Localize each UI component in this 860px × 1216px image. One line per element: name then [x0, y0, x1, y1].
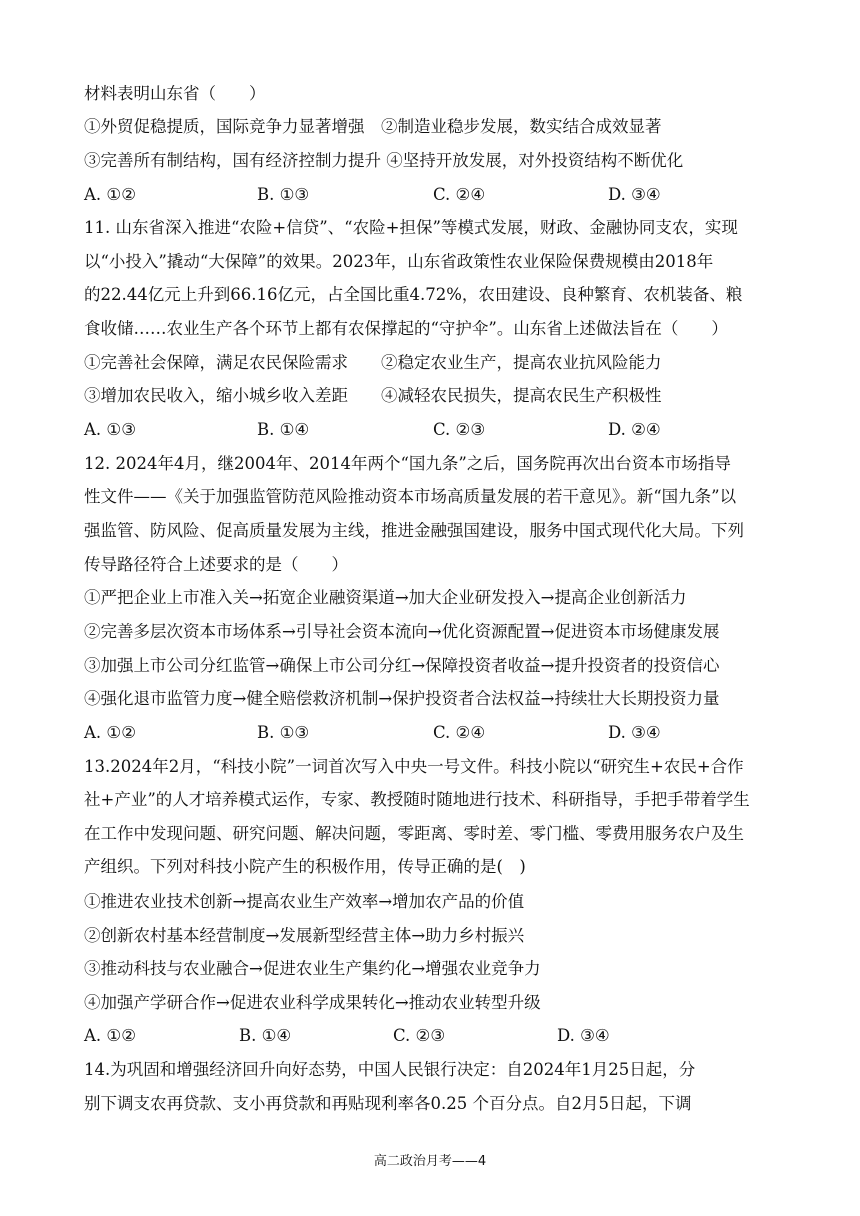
q12-statement-1: ①严把企业上市准入关→拓宽企业融资渠道→加大企业研发投入→提高企业创新活力 [84, 588, 687, 607]
q13-statement-2: ②创新农村基本经营制度→发展新型经营主体→助力乡村振兴 [84, 926, 525, 945]
q10-option-c: C. ②④ [433, 185, 486, 204]
q12-stem-line: 强监管、防风险、促高质量发展为主线，推进金融强国建设，服务中国式现代化大局。下列 [84, 521, 744, 540]
q12-stem-line: 传导路径符合上述要求的是（ ） [84, 555, 348, 574]
q11-option-d: D. ②④ [608, 420, 661, 439]
q12-option-c: C. ②④ [433, 723, 486, 742]
q10-options [84, 185, 784, 205]
q13-statement-4: ④加强产学研合作→促进农业科学成果转化→推动农业转型升级 [84, 993, 541, 1012]
q13-options [84, 1026, 784, 1046]
q10-option-b: B. ①③ [257, 185, 310, 204]
q11-stem-line: 的22.44亿元上升到66.16亿元，占全国比重4.72%，农田建设、良种繁育、农机装备、粮 [84, 285, 743, 304]
page-footer: 高二政治月考——4 [373, 1154, 487, 1169]
q12-statement-4: ④强化退市监管力度→健全赔偿救济机制→保护投资者合法权益→持续壮大长期投资力量 [84, 689, 720, 708]
q11-statement-1-2: ①完善社会保障，满足农民保险需求 ②稳定农业生产，提高农业抗风险能力 [84, 353, 662, 372]
q13-stem-line: 在工作中发现问题、研究问题、解决问题，零距离、零时差、零门槛、零费用服务农户及生 [84, 824, 744, 843]
q12-options [84, 723, 784, 743]
q12-stem-line: 性文件——《关于加强监管防范风险推动资本市场高质量发展的若干意见》。新“国九条”以 [84, 487, 737, 506]
q13-statement-1: ①推进农业技术创新→提高农业生产效率→增加农产品的价值 [84, 892, 525, 911]
q12-option-d: D. ③④ [608, 723, 661, 742]
q11-option-a: A. ①③ [84, 420, 136, 439]
q11-statement-3-4: ③增加农民收入，缩小城乡收入差距 ④减轻农民损失，提高农民生产积极性 [84, 386, 662, 405]
q11-stem-line: 以“小投入”撬动“大保障”的效果。2023年，山东省政策性农业保险保费规模由2018年 [84, 252, 714, 271]
q10-option-d: D. ③④ [608, 185, 661, 204]
q13-option-d: D. ③④ [557, 1026, 610, 1045]
q13-option-a: A. ①② [84, 1026, 136, 1045]
q11-option-c: C. ②③ [433, 420, 486, 439]
q11-option-b: B. ①④ [257, 420, 310, 439]
q13-option-c: C. ②③ [393, 1026, 446, 1045]
q13-stem-line: 13.2024年2月，“科技小院”一词首次写入中央一号文件。科技小院以“研究生+农民+合作 [84, 757, 744, 776]
q11-options [84, 420, 784, 440]
q12-statement-3: ③加强上市公司分红监管→确保上市公司分红→保障投资者收益→提升投资者的投资信心 [84, 656, 720, 675]
q10-option-a: A. ①② [84, 185, 136, 204]
q10-statement-3-4: ③完善所有制结构，国有经济控制力提升 ④坚持开放发展，对外投资结构不断优化 [84, 151, 684, 170]
q10-stem-tail: 材料表明山东省（ ） [84, 84, 266, 103]
q13-statement-3: ③推动科技与农业融合→促进农业生产集约化→增强农业竞争力 [84, 959, 541, 978]
q14-stem-line: 14.为巩固和增强经济回升向好态势，中国人民银行决定：自2024年1月25日起，分 [84, 1060, 696, 1079]
q12-option-a: A. ①② [84, 723, 136, 742]
q10-statement-1-2: ①外贸促稳提质，国际竞争力显著增强 ②制造业稳步发展，数实结合成效显著 [84, 117, 662, 136]
q14-stem-line: 别下调支农再贷款、支小再贷款和再贴现利率各0.25 个百分点。自2月5日起，下调 [84, 1094, 692, 1113]
q13-stem-line: 产组织。下列对科技小院产生的积极作用，传导正确的是( ) [84, 857, 526, 876]
q12-stem-line: 12. 2024年4月，继2004年、2014年两个“国九条”之后，国务院再次出台资本市场指导 [84, 454, 731, 473]
q11-stem-line: 11. 山东省深入推进“农险+信贷”、“农险+担保”等模式发展，财政、金融协同支农，实现 [84, 218, 738, 237]
q13-stem-line: 社+产业”的人才培养模式运作，专家、教授随时随地进行技术、科研指导，手把手带着学生 [84, 790, 750, 809]
q12-statement-2: ②完善多层次资本市场体系→引导社会资本流向→优化资源配置→促进资本市场健康发展 [84, 622, 720, 641]
q13-option-b: B. ①④ [239, 1026, 292, 1045]
q12-option-b: B. ①③ [257, 723, 310, 742]
q11-stem-line: 食收储……农业生产各个环节上都有农保撑起的“守护伞”。山东省上述做法旨在（ ） [84, 319, 728, 338]
